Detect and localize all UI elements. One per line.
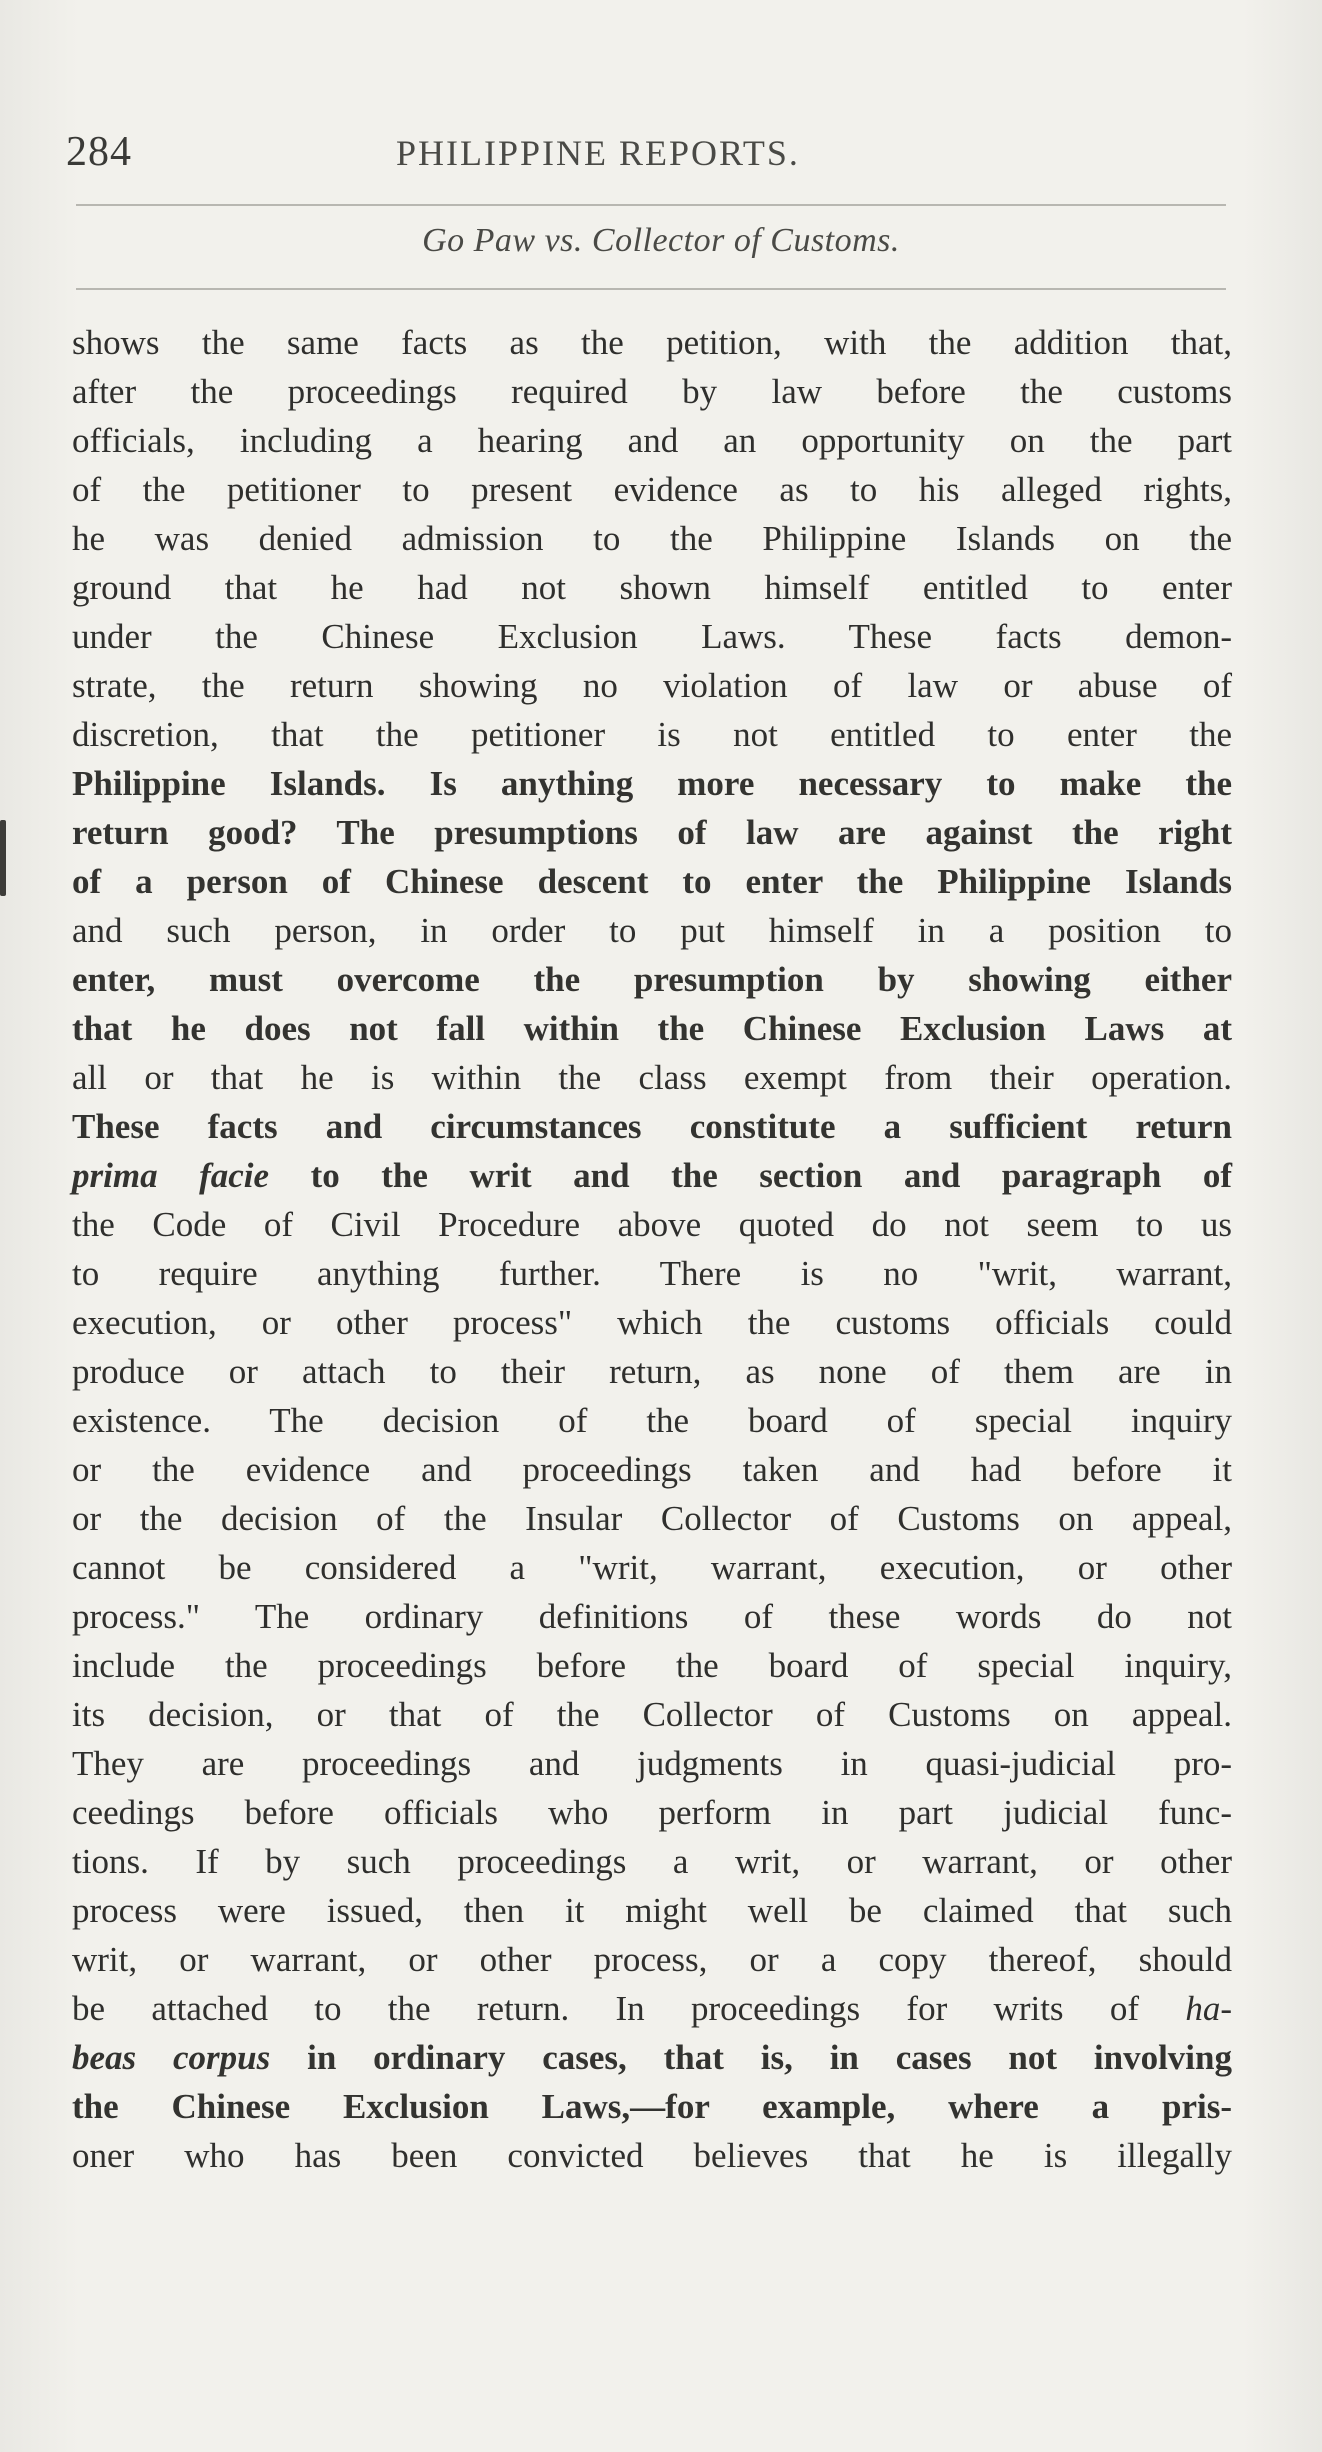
italic-phrase: beas corpus [72, 2038, 271, 2077]
text-line: tions. If by such proceedings a writ, or warrant, or other [72, 1842, 1232, 1881]
text-line: writ, or warrant, or other process, or a copy thereof, should [72, 1940, 1232, 1979]
text-line: These facts and circumstances constitute a sufficient return [72, 1107, 1232, 1146]
text-line: execution, or other process" which the customs officials could [72, 1303, 1232, 1342]
italic-phrase: prima facie [72, 1156, 270, 1195]
text-line: strate, the return showing no violation of law or abuse of [72, 666, 1232, 705]
text-line: discretion, that the petitioner is not entitled to enter the [72, 715, 1232, 754]
text-line: the Code of Civil Procedure above quoted do not seem to us [72, 1205, 1232, 1244]
text-line: shows the same facts as the petition, with the addition that, [72, 323, 1232, 362]
text-line: existence. The decision of the board of special inquiry [72, 1401, 1232, 1440]
text-line: include the proceedings before the board of special inquiry, [72, 1646, 1232, 1685]
text-line: its decision, or that of the Collector of Customs on appeal. [72, 1695, 1232, 1734]
text-fragment: in ordinary cases, that is, in cases not involving [307, 2038, 1232, 2077]
text-line: cannot be considered a "writ, warrant, execution, or other [72, 1548, 1232, 1587]
text-line: oner who has been convicted believes that he is illegally [72, 2136, 1232, 2175]
text-line: under the Chinese Exclusion Laws. These facts demon- [72, 617, 1232, 656]
header-rule-bottom [76, 288, 1226, 290]
page-number: 284 [66, 129, 132, 175]
text-line: ground that he had not shown himself entitled to enter [72, 568, 1232, 607]
margin-mark [0, 820, 6, 896]
running-title: PHILIPPINE REPORTS. [396, 133, 800, 173]
text-line: to require anything further. There is no "writ, warrant, [72, 1254, 1232, 1293]
text-line [72, 2033, 1232, 2082]
text-line: and such person, in order to put himself in a position to [72, 911, 1232, 950]
text-line: They are proceedings and judgments in quasi-judicial pro- [72, 1744, 1232, 1783]
header-rule-top [76, 204, 1226, 206]
text-line: process." The ordinary definitions of these words do not [72, 1597, 1232, 1636]
text-line: all or that he is within the class exempt from their operation. [72, 1058, 1232, 1097]
text-line: ceedings before officials who perform in part judicial func- [72, 1793, 1232, 1832]
text-fragment: be attached to the return. In proceedings for writs of [72, 1989, 1140, 2028]
text-line [72, 1984, 1232, 2033]
case-title: Go Paw vs. Collector of Customs. [422, 222, 900, 259]
text-line: or the evidence and proceedings taken and had before it [72, 1450, 1232, 1489]
text-line: Philippine Islands. Is anything more necessary to make the [72, 764, 1232, 803]
text-line: officials, including a hearing and an opportunity on the part [72, 421, 1232, 460]
text-line: produce or attach to their return, as none of them are in [72, 1352, 1232, 1391]
page-header [66, 128, 1226, 188]
text-line: return good? The presumptions of law are against the right [72, 813, 1232, 852]
text-line: of a person of Chinese descent to enter the Philippine Islands [72, 862, 1232, 901]
italic-phrase: ha- [1185, 1989, 1233, 2028]
text-line: or the decision of the Insular Collector of Customs on appeal, [72, 1499, 1232, 1538]
text-line: of the petitioner to present evidence as to his alleged rights, [72, 470, 1232, 509]
text-line: process were issued, then it might well be claimed that such [72, 1891, 1232, 1930]
text-fragment: to the writ and the section and paragraph of [310, 1156, 1232, 1195]
text-line [72, 1151, 1232, 1200]
text-line: he was denied admission to the Philippine Islands on the [72, 519, 1232, 558]
text-line: the Chinese Exclusion Laws,—for example, where a pris- [72, 2087, 1232, 2126]
text-line: that he does not fall within the Chinese Exclusion Laws at [72, 1009, 1232, 1048]
body-text [72, 318, 1232, 2180]
text-line: after the proceedings required by law before the customs [72, 372, 1232, 411]
text-line: enter, must overcome the presumption by showing either [72, 960, 1232, 999]
